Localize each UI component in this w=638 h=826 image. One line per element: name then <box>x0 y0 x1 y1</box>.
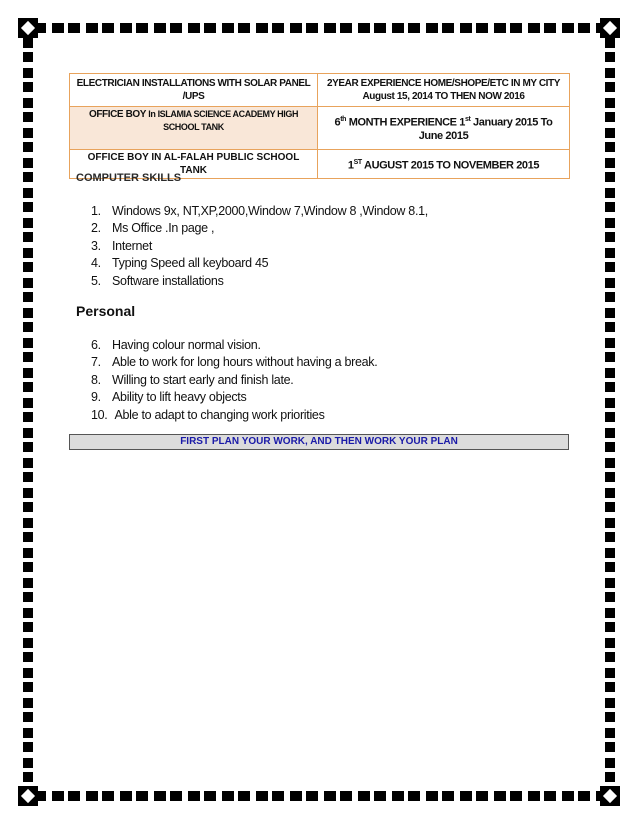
job-period-cell <box>318 150 570 179</box>
job-title: ELECTRICIAN INSTALLATIONS WITH SOLAR PANEL /UPS <box>76 78 311 102</box>
list-item <box>91 354 377 371</box>
decorative-border-right <box>600 38 620 786</box>
job-title-prefix: OFFICE BOY <box>88 109 146 120</box>
list-text: Willing to start early and finish late. <box>112 372 294 387</box>
list-text: Ms Office .In page , <box>112 221 215 236</box>
list-item <box>91 337 377 354</box>
decorative-border-bottom <box>18 786 620 806</box>
job-period-cell <box>318 107 570 150</box>
list-number: 3. <box>91 238 101 253</box>
job-title: OFFICE BOY IN AL-FALAH PUBLIC SCHOOL TANK <box>87 152 300 176</box>
computer-skills-label: COMPUTER SKILLS <box>76 172 182 184</box>
period-part: MONTH EXPERIENCE 1 <box>346 116 465 129</box>
border-corner-bottom-right <box>600 786 620 806</box>
motto-banner: FIRST PLAN YOUR WORK, AND THEN WORK YOUR PLAN <box>69 434 569 450</box>
list-item <box>91 203 428 220</box>
list-item <box>91 389 377 406</box>
list-item <box>91 273 428 290</box>
list-number: 6. <box>91 338 101 352</box>
experience-table <box>69 73 570 179</box>
list-text: Internet <box>112 238 152 253</box>
border-corner-top-left <box>18 18 38 38</box>
list-item <box>91 372 377 389</box>
period-superscript: st <box>464 116 471 124</box>
list-item <box>91 407 377 424</box>
list-number: 2. <box>91 221 101 236</box>
list-text: Having colour normal vision. <box>112 338 261 352</box>
list-text: Typing Speed all keyboard 45 <box>112 256 269 271</box>
job-period-line1: 2YEAR EXPERIENCE HOME/SHOPE/ETC IN MY CITY <box>326 78 561 89</box>
period-part: AUGUST 2015 TO NOVEMBER 2015 <box>361 159 540 172</box>
list-text: Ability to lift heavy objects <box>112 390 247 405</box>
list-item <box>91 238 428 255</box>
job-title-cell <box>70 74 318 107</box>
list-text: Software installations <box>112 273 224 288</box>
list-item <box>91 220 428 237</box>
table-row <box>70 74 570 107</box>
period-part: January 2015 To June 2015 <box>418 116 553 142</box>
job-title-rest: In ISLAMIA SCIENCE ACADEMY HIGH SCHOOL TANK <box>148 109 299 132</box>
job-title-cell <box>70 107 318 150</box>
job-period-line2: August 15, 2014 TO THEN NOW 2016 <box>362 91 525 102</box>
table-row <box>70 107 570 150</box>
list-number: 10. <box>91 407 108 422</box>
list-text: Able to adapt to changing work priorities <box>112 407 325 422</box>
job-period-cell <box>318 74 570 107</box>
list-number: 4. <box>91 256 101 271</box>
list-text: Windows 9x, NT,XP,2000,Window 7,Window 8 ,Window 8.1, <box>112 204 428 218</box>
list-number: 7. <box>91 355 101 370</box>
period-part: 6 <box>334 116 341 129</box>
period-superscript: th <box>340 116 347 124</box>
list-number: 8. <box>91 372 101 387</box>
list-number: 1. <box>91 204 101 218</box>
period-superscript: ST <box>353 158 362 166</box>
border-corner-top-right <box>600 18 620 38</box>
decorative-border-left <box>18 38 38 786</box>
list-item <box>91 255 428 272</box>
computer-skills-list <box>91 203 428 290</box>
decorative-border-top <box>18 18 620 38</box>
period-part: 1 <box>347 159 354 172</box>
border-corner-bottom-left <box>18 786 38 806</box>
list-number: 9. <box>91 390 101 405</box>
personal-list <box>91 337 377 424</box>
list-text: Able to work for long hours without having a break. <box>112 355 378 370</box>
personal-heading: Personal <box>76 303 136 319</box>
list-number: 5. <box>91 273 101 288</box>
